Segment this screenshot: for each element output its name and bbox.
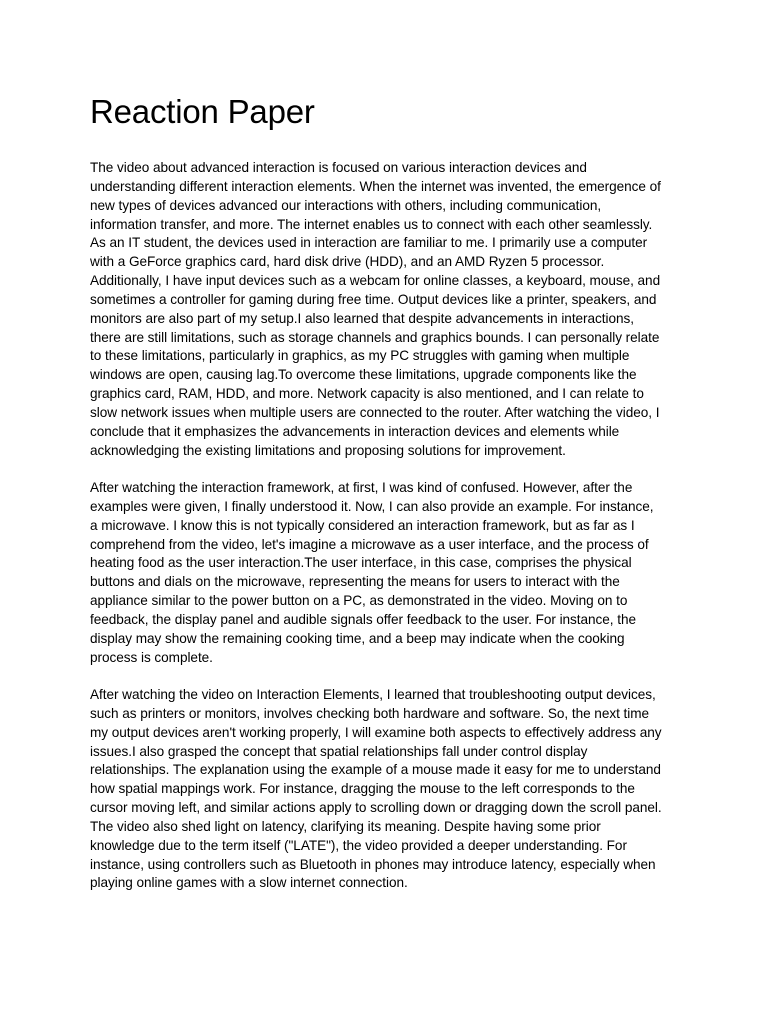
text-line: The video also shed light on latency, clarifying its meaning. Despite having some prior [90, 818, 601, 834]
text-line: graphics card, RAM, HDD, and more. Network capacity is also mentioned, and I can relate to [90, 386, 644, 402]
text-line: appliance similar to the power button on a PC, as demonstrated in the video. Moving on to [90, 593, 628, 609]
text-line: to these limitations, particularly in graphics, as my PC struggles with gaming when multiple [90, 348, 630, 364]
text-line: with a GeForce graphics card, hard disk drive (HDD), and an AMD Ryzen 5 processor. [90, 254, 605, 270]
text-line: there are still limitations, such as storage channels and graphics bounds. I can personally relate [90, 329, 660, 345]
text-line: understanding different interaction elements. When the internet was invented, the emergence of [90, 178, 661, 194]
text-line: acknowledging the existing limitations and proposing solutions for improvement. [90, 442, 566, 458]
text-line: feedback, the display panel and audible signals offer feedback to the user. For instance, the [90, 611, 637, 627]
text-line: relationships. The explanation using the example of a mouse made it easy for me to understand [90, 762, 661, 778]
text-line: After watching the video on Interaction Elements, I learned that troubleshooting output devices, [90, 687, 656, 702]
paragraph-1 [90, 159, 661, 461]
page-title: Reaction Paper [90, 93, 315, 130]
text-line: conclude that it emphasizes the advancements in interaction devices and elements while [90, 423, 620, 439]
text-line: As an IT student, the devices used in interaction are familiar to me. I primarily use a computer [90, 235, 648, 251]
paragraph-3 [90, 686, 662, 893]
text-line: a microwave. I know this is not typically considered an interaction framework, but as far as I [90, 517, 635, 533]
text-line: instance, using controllers such as Bluetooth in phones may introduce latency, especially when [90, 856, 656, 872]
text-line: new types of devices advanced our interactions with others, including communication, [90, 197, 602, 213]
text-line: information transfer, and more. The internet enables us to connect with each other seamlessly. [90, 216, 653, 232]
text-line: sometimes a controller for gaming during free time. Output devices like a printer, speakers, and [90, 291, 657, 307]
text-line: cursor moving left, and similar actions apply to scrolling down or dragging down the scroll panel. [90, 800, 662, 816]
text-line: Additionally, I have input devices such as a webcam for online classes, a keyboard, mouse, and [90, 273, 661, 289]
text-line: playing online games with a slow internet connection. [90, 875, 408, 891]
text-line: slow network issues when multiple users are connected to the router. After watching the video, I [90, 404, 660, 420]
text-line: monitors are also part of my setup.I also learned that despite advancements in interactions, [90, 310, 634, 326]
text-line: heating food as the user interaction.The user interface, in this case, comprises the physical [90, 555, 632, 571]
text-line: issues.I also grasped the concept that spatial relationships fall under control display [90, 743, 588, 759]
text-line: examples were given, I finally understood it. Now, I can also provide an example. For instance, [90, 498, 654, 514]
text-line: such as printers or monitors, involves checking both hardware and software. So, the next time [90, 705, 650, 721]
text-line: buttons and dials on the microwave, representing the means for users to interact with the [90, 574, 620, 590]
text-line: comprehend from the video, let's imagine a microwave as a user interface, and the process of [90, 536, 649, 552]
paragraph-2 [90, 479, 653, 667]
text-line: how spatial mappings work. For instance, dragging the mouse to the left corresponds to the [90, 781, 635, 797]
text-line: After watching the interaction framework, at first, I was kind of confused. However, after the [90, 480, 633, 495]
text-line: my output devices aren't working properly, I will examine both aspects to effectively address any [90, 724, 662, 740]
text-line: windows are open, causing lag.To overcome these limitations, upgrade components like the [90, 367, 637, 383]
text-line: knowledge due to the term itself ("LATE"), the video provided a deeper understanding. For [90, 837, 627, 853]
text-line: The video about advanced interaction is focused on various interaction devices and [90, 160, 587, 175]
text-line: display may show the remaining cooking time, and a beep may indicate when the cooking [90, 630, 625, 646]
text-line: process is complete. [90, 649, 213, 665]
